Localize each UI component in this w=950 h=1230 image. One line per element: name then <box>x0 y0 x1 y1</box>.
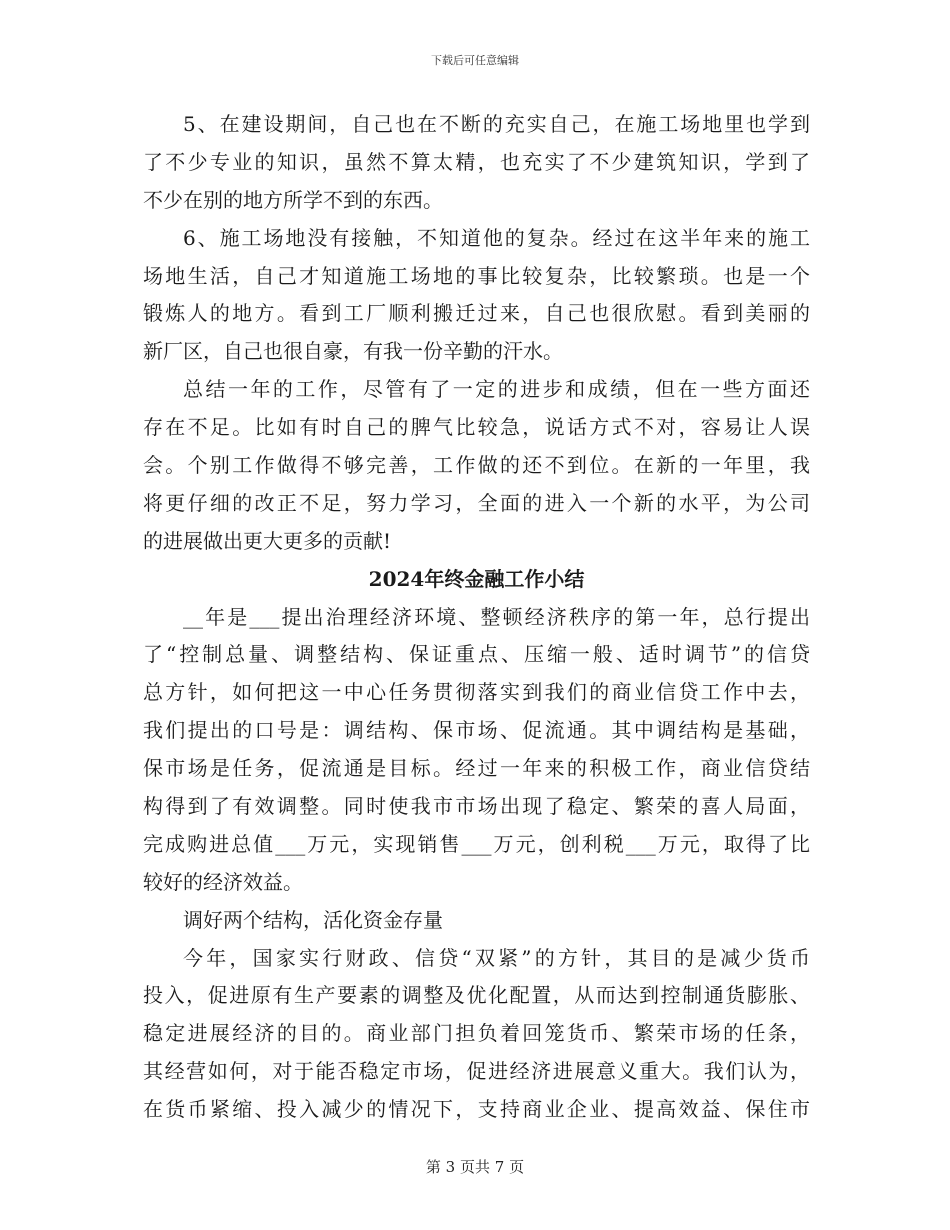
text-line: __年是___提出治理经济环境、整顿经济秩序的第一年，总行提出 <box>183 604 810 629</box>
text-line: 存在不足。比如有时自己的脾气比较急，说话方式不对，容易让人误 <box>143 415 810 440</box>
text-line: 今年，国家实行财政、信贷“双紧”的方针，其目的是减少货币 <box>183 945 810 970</box>
text-line: 在货币紧缩、投入减少的情况下，支持商业企业、提高效益、保住市 <box>143 1097 810 1122</box>
text-line: 场地生活，自己才知道施工场地的事比较复杂，比较繁琐。也是一个 <box>143 263 810 288</box>
text-line: 不少在别的地方所学不到的东西。 <box>143 187 443 212</box>
page-header: 下载后可任意编辑 <box>431 54 519 67</box>
text-line: 新厂区，自己也很自豪，有我一份辛勤的汗水。 <box>143 339 563 364</box>
document-body <box>143 106 810 1129</box>
text-line: 的进展做出更大更多的贡献! <box>143 528 392 553</box>
text-line: 构得到了有效调整。同时使我市市场出现了稳定、繁荣的喜人局面， <box>143 794 810 819</box>
text-line: 了“控制总量、调整结构、保证重点、压缩一般、适时调节”的信贷 <box>143 642 810 667</box>
text-line: 锻炼人的地方。看到工厂顺利搬迁过来，自己也很欣慰。看到美丽的 <box>143 301 810 326</box>
text-line: 其经营如何，对于能否稳定市场，促进经济进展意义重大。我们认为， <box>143 1059 810 1084</box>
section-title: 2024年终金融工作小结 <box>368 566 585 591</box>
text-line: 会。个别工作做得不够完善，工作做的还不到位。在新的一年里，我 <box>143 453 810 478</box>
text-line: 总结一年的工作，尽管有了一定的进步和成绩，但在一些方面还 <box>183 377 810 402</box>
text-line: 保市场是任务，促流通是目标。经过一年来的积极工作，商业信贷结 <box>143 756 810 781</box>
text-line: 完成购进总值___万元，实现销售___万元，创利税___万元，取得了比 <box>143 831 810 856</box>
text-line: 我们提出的口号是：调结构、保市场、促流通。其中调结构是基础， <box>143 718 810 743</box>
text-line: 稳定进展经济的目的。商业部门担负着回笼货币、繁荣市场的任条， <box>143 1021 810 1046</box>
text-line: 较好的经济效益。 <box>143 869 303 894</box>
text-line: 投入，促进原有生产要素的调整及优化配置，从而达到控制通货膨胀、 <box>143 983 810 1008</box>
text-line: 了不少专业的知识，虽然不算太精，也充实了不少建筑知识，学到了 <box>143 149 810 174</box>
text-line: 调好两个结构，活化资金存量 <box>183 907 443 932</box>
page-footer: 第 3 页共 7 页 <box>425 1158 525 1176</box>
text-line: 6、施工场地没有接触，不知道他的复杂。经过在这半年来的施工 <box>183 225 810 250</box>
text-line: 将更仔细的改正不足，努力学习，全面的进入一个新的水平，为公司 <box>143 490 810 515</box>
text-line: 总方针，如何把这一中心任务贯彻落实到我们的商业信贷工作中去， <box>143 680 810 705</box>
text-line: 5、在建设期间，自己也在不断的充实自己，在施工场地里也学到 <box>183 112 810 136</box>
